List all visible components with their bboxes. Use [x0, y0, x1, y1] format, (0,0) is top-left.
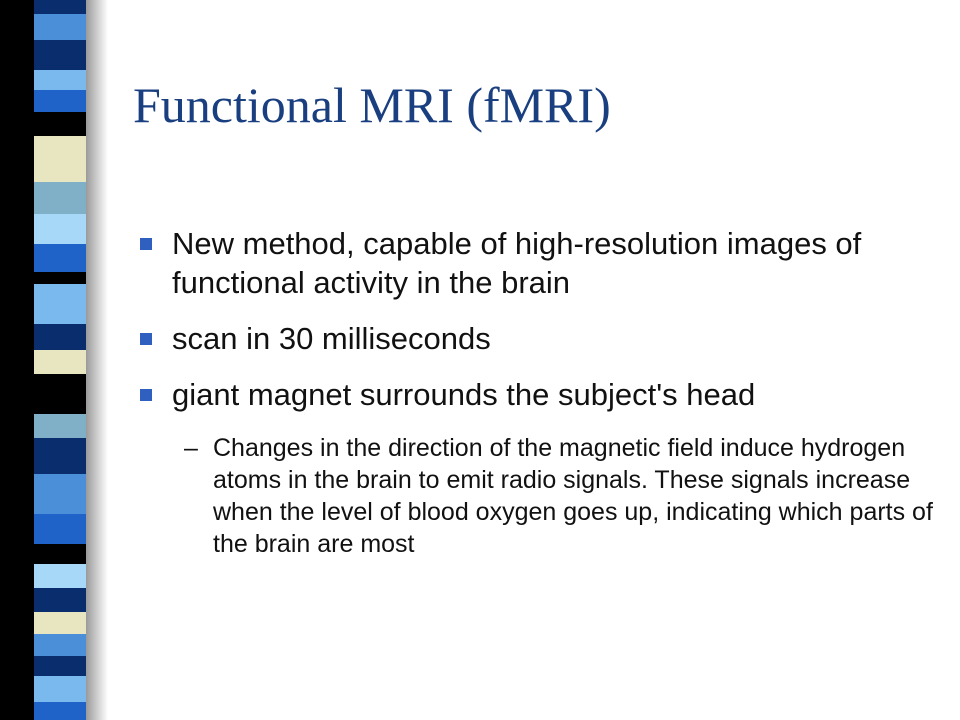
stripe-bar [34, 0, 86, 14]
decorative-stripe [0, 0, 108, 720]
sub-bullet-item [140, 432, 940, 560]
stripe-bar [34, 514, 86, 544]
stripe-bar [34, 676, 86, 702]
slide-body [140, 224, 940, 560]
bullet-item [140, 224, 940, 302]
sub-bullet-text: Changes in the direction of the magnetic field induce hydrogen atoms in the brain to emit radio signals. These signals increase when the level of blood oxygen goes up, indicating which parts of the brain are most [213, 434, 933, 558]
stripe-bar [34, 438, 86, 474]
bullet-text: scan in 30 milliseconds [172, 321, 491, 356]
stripe-bar [34, 612, 86, 634]
stripe-bar [34, 414, 86, 438]
stripe-bar [34, 136, 86, 182]
sub-bullet-dash: – [184, 434, 198, 462]
stripe-bar [34, 474, 86, 514]
stripe-bar [34, 40, 86, 70]
stripe-bar [34, 374, 86, 414]
stripe-bar [34, 284, 86, 324]
stripe-bar [34, 588, 86, 612]
stripe-bar [34, 244, 86, 272]
bullet-square-icon [140, 238, 152, 250]
stripe-bar [34, 14, 86, 40]
stripe-bar [34, 70, 86, 90]
bullet-item [140, 375, 940, 414]
stripe-shadow [86, 0, 108, 720]
stripe-bar [34, 656, 86, 676]
bullet-item [140, 319, 940, 358]
stripe-bar [34, 214, 86, 244]
stripe-black-edge [0, 0, 34, 720]
stripe-bar [34, 272, 86, 284]
stripe-bar [34, 634, 86, 656]
stripe-bar [34, 90, 86, 112]
stripe-bar [34, 702, 86, 720]
stripe-bar [34, 182, 86, 214]
stripe-bar [34, 544, 86, 564]
bullet-text: giant magnet surrounds the subject's head [172, 377, 756, 412]
bullet-square-icon [140, 333, 152, 345]
stripe-bar [34, 324, 86, 350]
stripe-bar [34, 112, 86, 136]
stripe-color-bars [34, 0, 86, 720]
bullet-square-icon [140, 389, 152, 401]
stripe-bar [34, 564, 86, 588]
slide-title: Functional MRI (fMRI) [133, 77, 611, 133]
bullet-text: New method, capable of high-resolution images of functional activity in the brain [172, 226, 862, 300]
stripe-bar [34, 350, 86, 374]
